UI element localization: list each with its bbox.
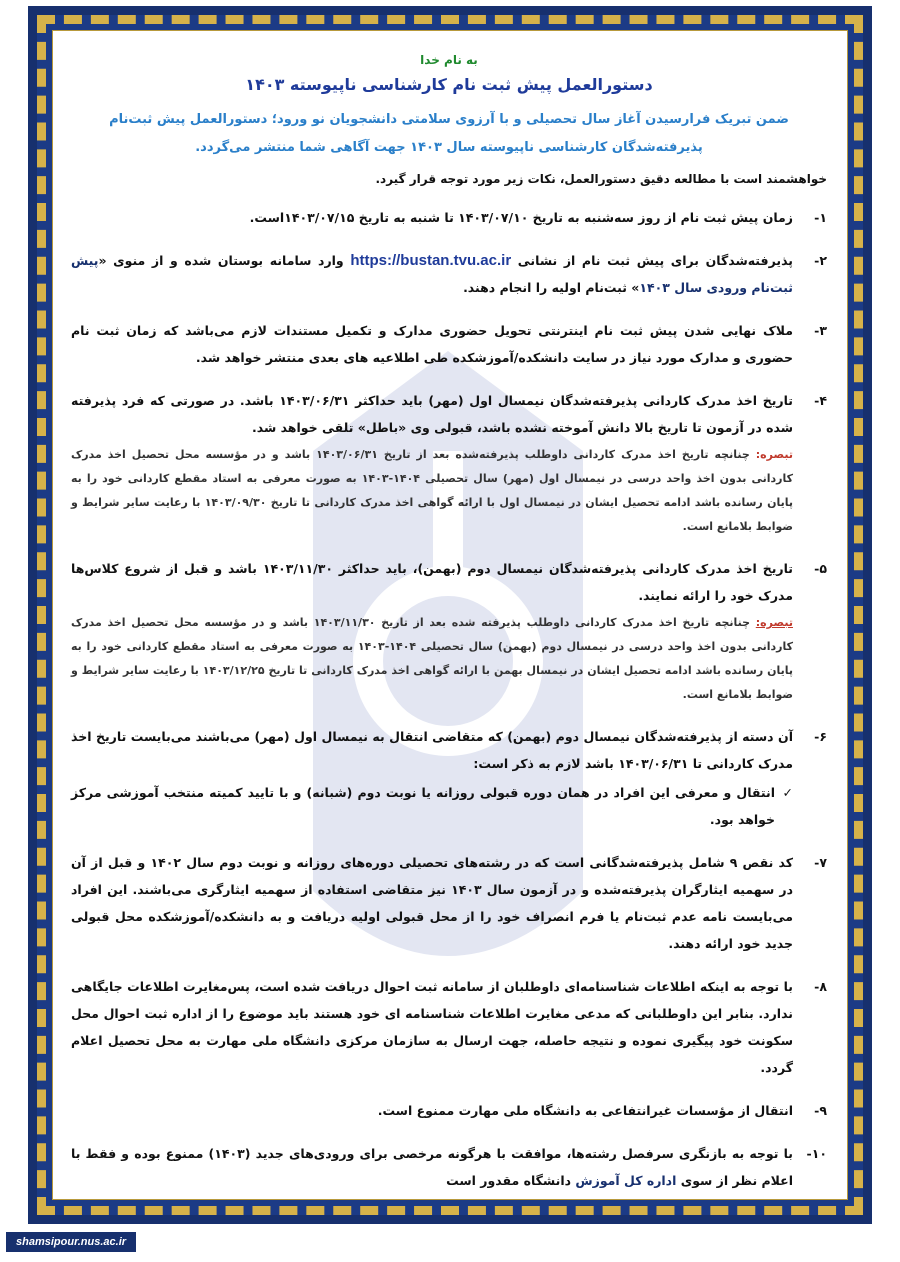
page-title: دستورالعمل پیش ثبت نام کارشناسی ناپیوسته ۱۴۰۳ bbox=[245, 75, 653, 94]
item-text: آن دسته از پذیرفته‌شدگان نیمسال دوم (بهمن) که متقاضی انتقال به نیمسال اول (مهر) می‌باشند می‌بایست تاریخ اخذ مدرک کاردانی تا ۱۴۰۳/۰۶/۳۱ باشد لازم به ذکر است: bbox=[71, 729, 793, 771]
item-number: ۲- bbox=[814, 253, 827, 268]
document-page bbox=[52, 30, 848, 1200]
item-body bbox=[71, 555, 793, 707]
item-text: تاریخ اخذ مدرک کاردانی پذیرفته‌شدگان نیمسال دوم (بهمن)، باید حداکثر ۱۴۰۳/۱۱/۳۰ باشد و قبل از شروع کلاس‌ها مدرک خود را ارائه نمایند. bbox=[71, 561, 793, 603]
list-item-3 bbox=[71, 317, 827, 371]
document-body bbox=[71, 53, 827, 1194]
item-text: ملاک نهایی شدن پیش ثبت نام اینترنتی تحویل حضوری مدارک و تکمیل مستندات لازم می‌باشد که زمان ثبت نام حضوری و مدارک مورد نیاز در سایت دانشکده/آموزشکده طی اطلاعیه های بعدی منتشر خواهد شد. bbox=[71, 323, 793, 365]
item-number: ۶- bbox=[814, 729, 827, 744]
item-text: با توجه به اینکه اطلاعات شناسنامه‌ای داوطلبان از سامانه ثبت احوال دریافت شده است، پس‌مغایرت اطلاعات جایگاهی ندارد. بنابر این داوطلبانی که مدعی مغایرت اطلاعات شناسنامه ای خود هستند باید موضوع را از اداره ثبت احوال محل سکونت خود پیگیری نموده و نتیجه حاصله، جهت ارسال به سازمان مرکزی دانشگاه ملی مهارت به محل تحصیل اعلام گردد. bbox=[71, 979, 793, 1075]
item-text-part: دانشگاه مقدور است bbox=[446, 1173, 576, 1188]
item-body bbox=[71, 387, 793, 539]
note-text: چنانچه تاریخ اخذ مدرک کاردانی داوطلب پذیرفته شده بعد از تاریخ ۱۴۰۳/۱۱/۳۰ باشد و در مؤسسه محل تحصیل اخذ مدرک کاردانی بدون اخذ واحد درسی در نیمسال دوم (بهمن) سال تحصیلی ۱۴۰۴-۱۴۰۳ به صورت معرفی به استاد مقطع کاردانی خود را به پایان رسانده باشد ادامه تحصیل ایشان در نیمسال بهمن با ارائه گواهی اخذ مدرک کاردانی تا تاریخ ۱۴۰۳/۱۲/۲۵ با رعایت سایر شرایط و ضوابط بلامانع است. bbox=[71, 616, 793, 701]
list-item-10 bbox=[71, 1140, 827, 1194]
list-item-7 bbox=[71, 849, 827, 957]
check-item bbox=[71, 779, 793, 833]
list-item-9 bbox=[71, 1097, 827, 1124]
item-text bbox=[71, 1140, 793, 1194]
list-item-8 bbox=[71, 973, 827, 1081]
note-label: تبصره: bbox=[755, 616, 793, 629]
intro-announcement: ضمن تبریک فرارسیدن آغاز سال تحصیلی و با آرزوی سلامتی دانشجویان نو ورود؛ دستورالعمل پیش ثبت‌نام پذیرفته‌شدگان کارشناسی ناپیوسته سال ۱۴۰۳ جهت آگاهی شما منتشر می‌گردد. bbox=[109, 112, 789, 155]
item-number: ۴- bbox=[814, 393, 827, 408]
bustan-link[interactable]: https://bustan.tvu.ac.ir bbox=[350, 252, 512, 269]
item-text-part: پذیرفته‌شدگان برای پیش ثبت نام از نشانی bbox=[517, 253, 793, 268]
list-item-6 bbox=[71, 723, 827, 833]
list-item-2 bbox=[71, 247, 827, 301]
item-number: ۳- bbox=[814, 323, 827, 338]
item-number: ۵- bbox=[814, 561, 827, 576]
item-number: ۱۰- bbox=[806, 1146, 827, 1161]
item-text: کد نقص ۹ شامل پذیرفته‌شدگانی است که در رشته‌های تحصیلی دوره‌های روزانه و نوبت دوم سال ۱۴۰۲ و قبل از آن در سهمیه ایثارگران پذیرفته‌شده و در آزمون سال ۱۴۰۳ نیز متقاضی استفاده از سهمیه ایثارگری می‌باشند. این افراد می‌بایست نامه عدم ثبت‌نام یا فرم انصراف خود را از محل قبولی اولیه دریافت و به دانشکده/آموزشکده محل قبولی جدید خود ارائه دهند. bbox=[71, 855, 793, 951]
basmala: به نام خدا bbox=[420, 53, 478, 67]
item-body bbox=[71, 723, 793, 833]
item-text bbox=[71, 247, 793, 301]
check-text: انتقال و معرفی این افراد در همان دوره قبولی روزانه یا نوبت دوم (شبانه) و با تایید کمیته منتخب آموزشی مرکز خواهد بود. bbox=[71, 785, 775, 827]
note-text: چنانچه تاریخ اخذ مدرک کاردانی داوطلب پذیرفته‌شده بعد از تاریخ ۱۴۰۳/۰۶/۳۱ باشد و در مؤسسه محل تحصیل اخذ مدرک کاردانی بدون اخذ واحد درسی در نیمسال اول (مهر) سال تحصیلی ۱۴۰۴-۱۴۰۳ به صورت معرفی به استاد مقطع کاردانی خود را به پایان رسانده باشد ادامه تحصیل ایشان در نیمسال اول با ارائه گواهی اخذ مدرک کاردانی تا تاریخ ۱۴۰۳/۰۹/۳۰ با رعایت سایر شرایط و ضوابط بلامانع است. bbox=[71, 448, 793, 533]
item-text: زمان پیش ثبت نام از روز سه‌شنبه به تاریخ ۱۴۰۳/۰۷/۱۰ تا شنبه به تاریخ ۱۴۰۳/۰۷/۱۵است. bbox=[249, 210, 793, 225]
item-number: ۷- bbox=[814, 855, 827, 870]
item-number: ۱- bbox=[814, 210, 827, 225]
decorative-frame bbox=[28, 6, 872, 1224]
item-text: تاریخ اخذ مدرک کاردانی پذیرفته‌شدگان نیمسال اول (مهر) باید حداکثر ۱۴۰۳/۰۶/۳۱ باشد. در صورتی که فرد پذیرفته شده در آزمون تا تاریخ بالا دانش آموخته نشده باشد، قبولی وی «باطل» تلقی خواهد شد. bbox=[71, 393, 793, 435]
intro-text: خواهشمند است با مطالعه دقیق دستورالعمل، نکات زیر مورد توجه قرار گیرد. bbox=[375, 172, 827, 186]
item-text-part: با توجه به بازنگری سرفصل رشته‌ها، موافقت با هرگونه مرخصی برای ورودی‌های جدید (۱۴۰۳) ممنوع بوده و فقط با اعلام نظر از سوی bbox=[71, 1146, 793, 1188]
note bbox=[71, 611, 793, 707]
item-text-part: » ثبت‌نام اولیه را انجام دهند. bbox=[463, 280, 640, 295]
list-item-5 bbox=[71, 555, 827, 707]
office-name: اداره کل آموزش bbox=[575, 1173, 677, 1188]
frame-border bbox=[37, 15, 863, 1215]
list-item-4 bbox=[71, 387, 827, 539]
item-text: انتقال از مؤسسات غیرانتفاعی به دانشگاه ملی مهارت ممنوع است. bbox=[377, 1103, 793, 1118]
item-text-part: وارد سامانه بوستان شده و از منوی « bbox=[98, 253, 344, 268]
source-url-badge: shamsipour.nus.ac.ir bbox=[6, 1232, 136, 1252]
note bbox=[71, 443, 793, 539]
item-number: ۹- bbox=[814, 1103, 827, 1118]
note-label: تبصره: bbox=[755, 448, 793, 461]
check-icon: ✓ bbox=[782, 785, 793, 800]
item-number: ۸- bbox=[814, 979, 827, 994]
menu-name: پیش ثبت‌نام ورودی سال ۱۴۰۳ bbox=[71, 253, 793, 295]
list-item-1 bbox=[71, 204, 827, 231]
